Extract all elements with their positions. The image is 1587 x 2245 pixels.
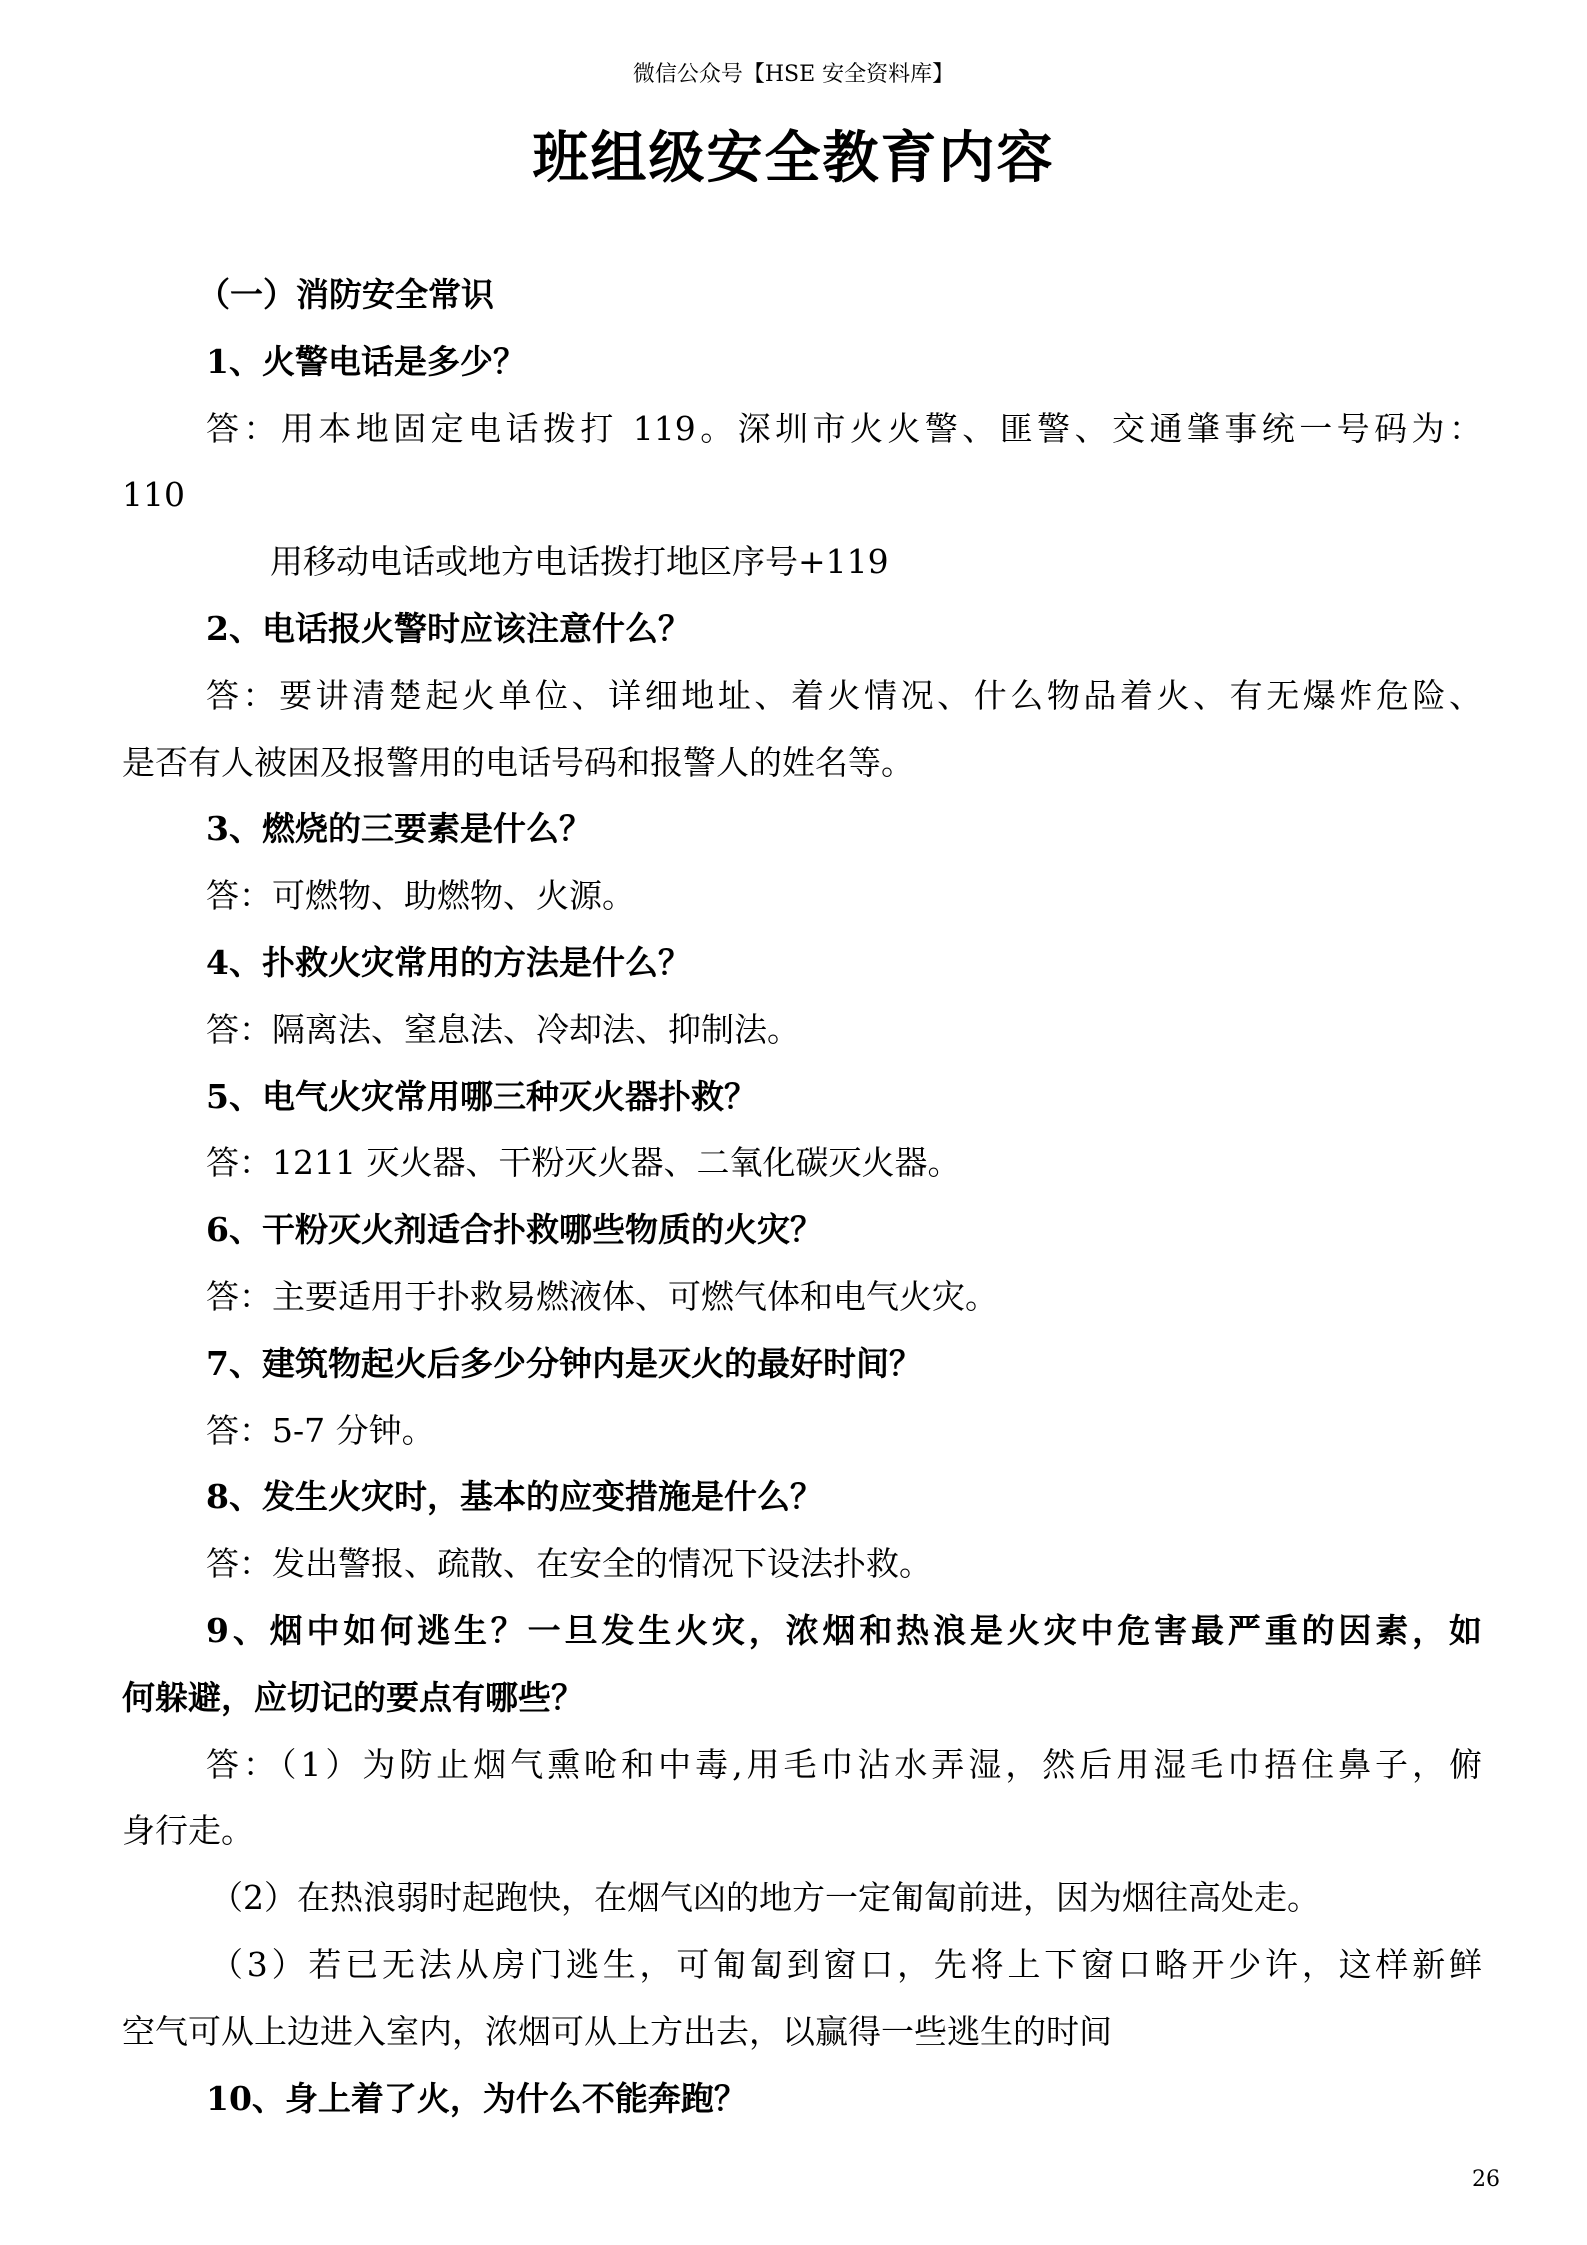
answer-9-line-3: （2）在热浪弱时起跑快，在烟气凶的地方一定匍匐前进，因为烟往高处走。	[210, 1878, 1320, 1918]
question-9-line-2: 何躲避，应切记的要点有哪些？	[122, 1677, 584, 1717]
question-1: 1、火警电话是多少？	[206, 341, 526, 381]
answer-6: 答：主要适用于扑救易燃液体、可燃气体和电气火灾。	[206, 1276, 998, 1316]
question-4: 4、扑救火灾常用的方法是什么？	[206, 942, 691, 982]
question-10: 10、身上着了火，为什么不能奔跑？	[206, 2078, 747, 2118]
question-8: 8、发生火灾时，基本的应变措施是什么？	[206, 1477, 823, 1517]
question-6: 6、干粉灭火剂适合扑救哪些物质的火灾？	[206, 1210, 823, 1250]
question-5: 5、电气火灾常用哪三种灭火器扑救？	[206, 1076, 757, 1116]
page-number: 26	[1472, 2167, 1500, 2192]
question-2: 2、电话报火警时应该注意什么？	[206, 608, 691, 648]
answer-1-line-3: 用移动电话或地方电话拨打地区序号+119	[270, 542, 889, 582]
header-note: 微信公众号【HSE 安全资料库】	[632, 62, 955, 87]
question-3: 3、燃烧的三要素是什么？	[206, 809, 592, 849]
answer-9-line-5: 空气可从上边进入室内，浓烟可从上方出去，以赢得一些逃生的时间	[122, 2011, 1112, 2051]
answer-3: 答：可燃物、助燃物、火源。	[206, 876, 635, 916]
answer-9-line-4: （3）若已无法从房门逃生，可匍匐到窗口，先将上下窗口略开少许，这样新鲜	[210, 1944, 1482, 1984]
answer-1-line-2: 110	[122, 475, 185, 515]
answer-5: 答：1211 灭火器、干粉灭火器、二氧化碳灭火器。	[206, 1143, 961, 1183]
answer-1-line-1: 答：用本地固定电话拨打 119。深圳市火火警、匪警、交通肇事统一号码为：	[206, 408, 1482, 448]
document-body	[122, 262, 1482, 2132]
answer-9-line-2: 身行走。	[122, 1811, 254, 1851]
answer-4: 答：隔离法、窒息法、冷却法、抑制法。	[206, 1009, 800, 1049]
page-title: 班组级安全教育内容	[532, 125, 1055, 191]
answer-9-line-1: 答：（1）为防止烟气熏呛和中毒,用毛巾沾水弄湿，然后用湿毛巾捂住鼻子，俯	[206, 1744, 1482, 1784]
answer-8: 答：发出警报、疏散、在安全的情况下设法扑救。	[206, 1544, 932, 1584]
question-9-line-1: 9、烟中如何逃生？一旦发生火灾，浓烟和热浪是火灾中危害最严重的因素，如	[206, 1610, 1482, 1650]
question-7: 7、建筑物起火后多少分钟内是灭火的最好时间？	[206, 1343, 922, 1383]
answer-2-line-1: 答：要讲清楚起火单位、详细地址、着火情况、什么物品着火、有无爆炸危险、	[206, 675, 1482, 715]
answer-7: 答：5-7 分钟。	[206, 1410, 435, 1450]
answer-2-line-2: 是否有人被困及报警用的电话号码和报警人的姓名等。	[122, 742, 914, 782]
section-title: （一）消防安全常识	[197, 275, 494, 314]
